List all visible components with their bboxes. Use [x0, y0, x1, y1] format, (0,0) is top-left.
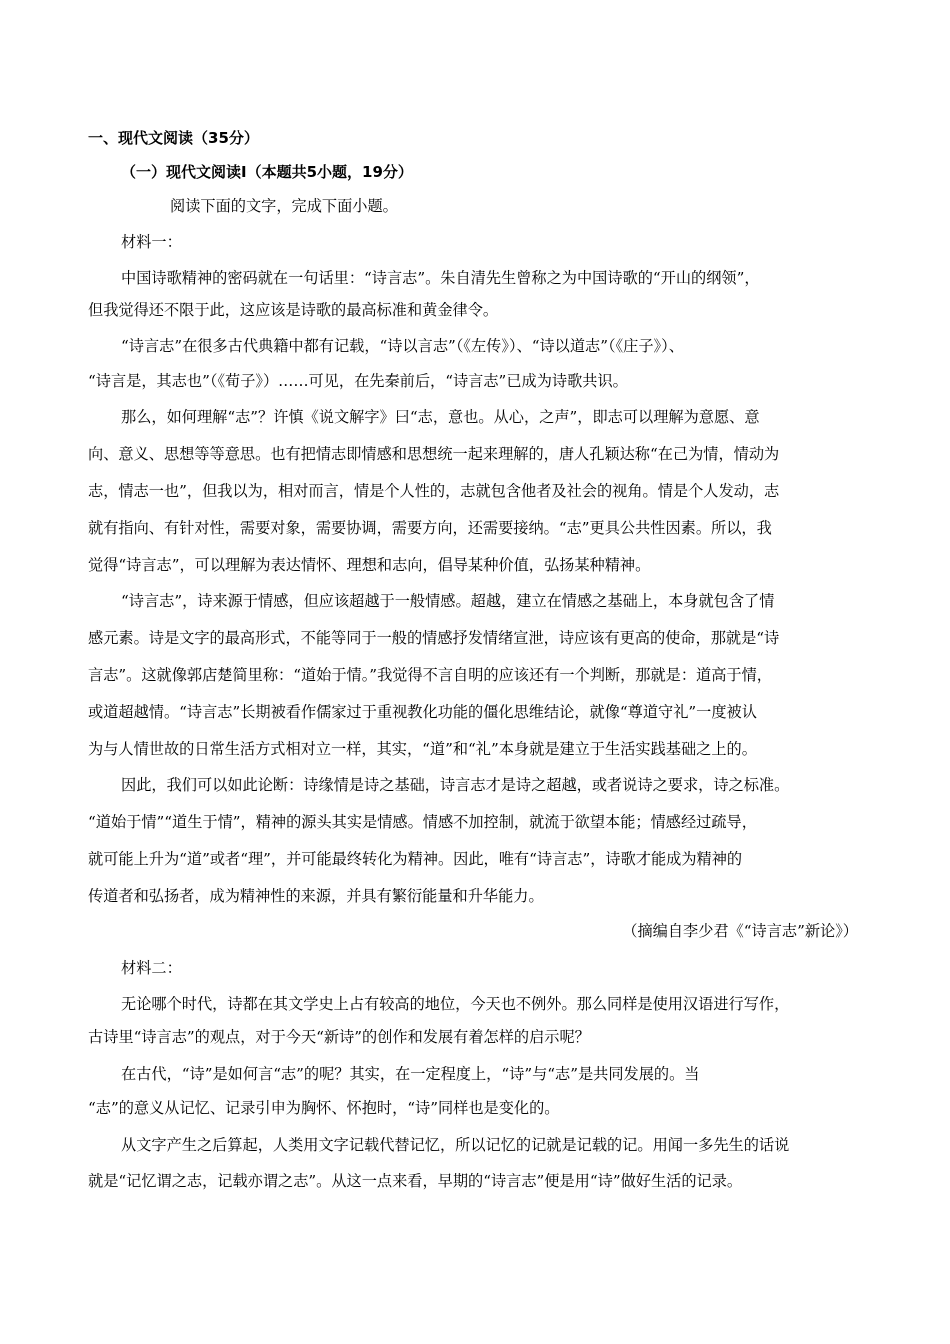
- paragraph-line: 志，情志一也”，但我以为，相对而言，情是个人性的，志就包含他者及社会的视角。情是个人发动，志: [88, 482, 780, 500]
- paragraph-line: “诗言志”，诗来源于情感，但应该超越于一般情感。超越，建立在情感之基础上，本身就包含了情: [121, 592, 775, 610]
- paragraph-line: 中国诗歌精神的密码就在一句话里：“诗言志”。朱自清先生曾称之为中国诗歌的“开山的纲领”，: [121, 269, 760, 287]
- paragraph-line: 那么，如何理解“志”？许慎《说文解字》曰“志，意也。从心，之声”，即志可以理解为意愿、意: [121, 408, 760, 426]
- section-title: 一、现代文阅读（35分）: [88, 129, 259, 147]
- subsection-title: （一）现代文阅读Ⅰ（本题共5小题，19分）: [121, 163, 413, 181]
- paragraph-line: 因此，我们可以如此论断：诗缘情是诗之基础，诗言志才是诗之超越，或者说诗之要求，诗之标准。: [121, 776, 790, 794]
- paragraph-line: “诗言志”在很多古代典籍中都有记载，“诗以言志”（《左传》）、“诗以道志”（《庄子》）、: [121, 337, 684, 355]
- paragraph-line: 无论哪个时代，诗都在其文学史上占有较高的地位，今天也不例外。那么同样是使用汉语进行写作，: [121, 995, 790, 1013]
- paragraph-line: 在古代，“诗”是如何言“志”的呢？其实，在一定程度上，“诗”与“志”是共同发展的。当: [121, 1065, 700, 1083]
- instruction-text: 阅读下面的文字，完成下面小题。: [170, 197, 398, 215]
- paragraph-line: 感元素。诗是文字的最高形式，不能等同于一般的情感抒发情绪宣泄，诗应该有更高的使命，那就是“诗: [88, 629, 780, 647]
- material1-label: 材料一：: [121, 233, 182, 251]
- paragraph-line: 或道超越情。“诗言志”长期被看作儒家过于重视教化功能的僵化思维结论，就像“尊道守礼”一度被认: [88, 703, 757, 721]
- paragraph-line: 从文字产生之后算起，人类用文字记载代替记忆，所以记忆的记就是记载的记。用闻一多先生的话说: [121, 1136, 790, 1154]
- material2-label: 材料二：: [121, 959, 182, 977]
- paragraph-line: 觉得“诗言志”，可以理解为表达情怀、理想和志向，倡导某种价值，弘扬某种精神。: [88, 556, 651, 574]
- paragraph-line: 就有指向、有针对性，需要对象，需要协调，需要方向，还需要接纳。“志”更具公共性因素。所以，我: [88, 519, 772, 537]
- paragraph-line: “诗言是，其志也”（《荀子》）……可见，在先秦前后，“诗言志”已成为诗歌共识。: [88, 372, 628, 390]
- paragraph-line: 古诗里“诗言志”的观点，对于今天“新诗”的创作和发展有着怎样的启示呢？: [88, 1028, 590, 1046]
- paragraph-line: “志”的意义从记忆、记录引申为胸怀、怀抱时，“诗”同样也是变化的。: [88, 1099, 560, 1117]
- paragraph-line: 为与人情世故的日常生活方式相对立一样，其实，“道”和“礼”本身就是建立于生活实践基础之上的。: [88, 740, 757, 758]
- paragraph-line: “道始于情”“道生于情”，精神的源头其实是情感。情感不加控制，就流于欲望本能；情感经过疏导，: [88, 813, 757, 831]
- paragraph-line: 但我觉得还不限于此，这应该是诗歌的最高标准和黄金律令。: [88, 301, 499, 319]
- paragraph-line: 言志”。这就像郭店楚简里称：“道始于情。”我觉得不言自明的应该还有一个判断，那就是：道高于情，: [88, 666, 772, 684]
- paragraph-line: 就是“记忆谓之志，记载亦谓之志”。从这一点来看，早期的“诗言志”便是用“诗”做好生活的记录。: [88, 1172, 743, 1190]
- paragraph-line: 向、意义、思想等等意思。也有把情志即情感和思想统一起来理解的，唐人孔颖达称“在己为情，情动为: [88, 445, 780, 463]
- paragraph-line: 就可能上升为“道”或者“理”，并可能最终转化为精神。因此，唯有“诗言志”，诗歌才能成为精神的: [88, 850, 743, 868]
- material1-source: （摘编自李少君《“诗言志”新论》）: [622, 922, 858, 940]
- paragraph-line: 传道者和弘扬者，成为精神性的来源，并具有繁衍能量和升华能力。: [88, 887, 544, 905]
